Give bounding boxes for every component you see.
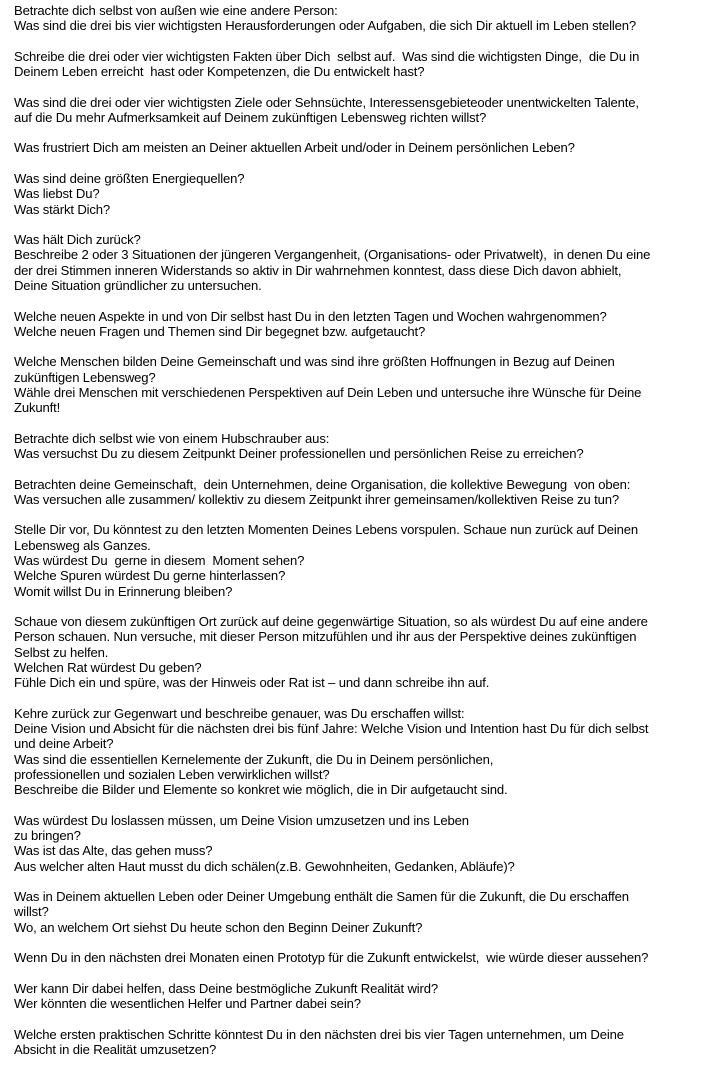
text-line: Absicht in die Realität umzusetzen? xyxy=(14,1041,217,1057)
text-line: Person schauen. Nun versuche, mit dieser Person mitzufühlen und ihr aus der Perspektive deines zukünftigen xyxy=(14,629,637,645)
text-line: Womit willst Du in Erinnerung bleiben? xyxy=(14,583,233,599)
question-paragraph xyxy=(14,309,704,340)
text-line: zukünftigen Lebensweg? xyxy=(14,369,156,385)
text-line: Was in Deinem aktuellen Leben oder Deiner Umgebung enthält die Samen für die Zukunft, die Du erschaffen xyxy=(14,889,629,905)
text-line: Schreibe die drei oder vier wichtigsten Fakten über Dich selbst auf. Was sind die wichtigsten Dinge, die Du in xyxy=(14,48,640,64)
question-paragraph xyxy=(14,813,704,874)
text-line: Zukunft! xyxy=(14,400,61,416)
text-line: Was liebst Du? xyxy=(14,186,100,202)
text-line: Kehre zurück zur Gegenwart und beschreibe genauer, was Du erschaffen willst: xyxy=(14,705,465,721)
question-paragraph xyxy=(14,981,704,1012)
text-line: Beschreibe die Bilder und Elemente so konkret wie möglich, die in Dir aufgetaucht sind. xyxy=(14,782,508,798)
text-line: Was sind die drei bis vier wichtigsten Herausforderungen oder Aufgaben, die sich Dir aktuell im Leben stellen? xyxy=(14,18,637,34)
text-line: Deinem Leben erreicht hast oder Kompetenzen, die Du entwickelt hast? xyxy=(14,64,425,80)
question-paragraph xyxy=(14,95,704,126)
text-line: Betrachte dich selbst von außen wie eine andere Person: xyxy=(14,3,338,18)
question-paragraph xyxy=(14,171,704,217)
text-line: Schaue von diesem zukünftigen Ort zurück auf deine gegenwärtige Situation, so als würdest Du auf eine andere xyxy=(14,614,648,630)
question-paragraph xyxy=(14,232,704,293)
text-line: Was hält Dich zurück? xyxy=(14,232,141,248)
text-line: Deine Situation gründlicher zu untersuchen. xyxy=(14,277,262,293)
text-line: Fühle Dich ein und spüre, was der Hinweis oder Rat ist – und dann schreibe ihn auf. xyxy=(14,675,490,691)
text-line: Was würdest Du loslassen müssen, um Deine Vision umzusetzen und ins Leben xyxy=(14,812,469,828)
text-line: Welche neuen Fragen und Themen sind Dir begegnet bzw. aufgetaucht? xyxy=(14,323,426,339)
text-line: Beschreibe 2 oder 3 Situationen der jüngeren Vergangenheit, (Organisations- oder Privatwelt), in denen Du eine xyxy=(14,247,651,263)
question-paragraph xyxy=(14,3,704,34)
question-paragraph xyxy=(14,522,704,598)
text-line: Was sind die drei oder vier wichtigsten Ziele oder Sehnsüchte, Interessensgebieteoder unentwickelten Talente, xyxy=(14,94,639,110)
text-line: Lebensweg als Ganzes. xyxy=(14,537,151,553)
document-body xyxy=(14,3,704,1072)
text-line: Was versuchen alle zusammen/ kollektiv zu diesem Zeitpunkt ihrer gemeinsamen/kollektiven Reise zu tun? xyxy=(14,491,619,507)
question-paragraph xyxy=(14,614,704,690)
question-paragraph xyxy=(14,140,704,155)
text-line: Welche Menschen bilden Deine Gemeinschaft und was sind ihre größten Hoffnungen in Bezug auf Deinen xyxy=(14,354,615,370)
text-line: Selbst zu helfen. xyxy=(14,644,109,660)
text-line: Was würdest Du gerne in diesem Moment sehen? xyxy=(14,552,305,568)
text-line: Stelle Dir vor, Du könntest zu den letzten Momenten Deines Lebens vorspulen. Schaue nun zurück auf Deinen xyxy=(14,522,639,538)
text-line: Wähle drei Menschen mit verschiedenen Perspektiven auf Dein Leben und untersuche ihre Wünsche für Deine xyxy=(14,384,642,400)
question-paragraph xyxy=(14,1027,704,1058)
text-line: Was ist das Alte, das gehen muss? xyxy=(14,843,213,859)
text-line: Wenn Du in den nächsten drei Monaten einen Prototyp für die Zukunft entwickelst, wie würde dieser aussehen? xyxy=(14,950,649,966)
question-paragraph xyxy=(14,431,704,462)
text-line: Betrachte dich selbst wie von einem Hubschrauber aus: xyxy=(14,430,330,446)
text-line: Was frustriert Dich am meisten an Deiner aktuellen Arbeit und/oder in Deinem persönlichen Leben? xyxy=(14,140,575,156)
text-line: Wer könnten die wesentlichen Helfer und Partner dabei sein? xyxy=(14,996,361,1012)
question-paragraph xyxy=(14,354,704,415)
question-paragraph xyxy=(14,950,704,965)
text-line: Wo, an welchem Ort siehst Du heute schon den Beginn Deiner Zukunft? xyxy=(14,919,423,935)
text-line: Welche Spuren würdest Du gerne hinterlassen? xyxy=(14,568,286,584)
text-line: Welchen Rat würdest Du geben? xyxy=(14,659,202,675)
question-paragraph xyxy=(14,889,704,935)
text-line: Was stärkt Dich? xyxy=(14,201,111,217)
question-paragraph xyxy=(14,49,704,80)
text-line: Was sind die essentiellen Kernelemente der Zukunft, die Du in Deinem persönlichen, xyxy=(14,751,494,767)
text-line: und deine Arbeit? xyxy=(14,736,114,752)
text-line: Welche neuen Aspekte in und von Dir selbst hast Du in den letzten Tagen und Wochen wahrgenommen? xyxy=(14,308,607,324)
question-paragraph xyxy=(14,706,704,798)
question-paragraph xyxy=(14,477,704,508)
text-line: auf die Du mehr Aufmerksamkeit auf Deinem zukünftigen Lebensweg richten willst? xyxy=(14,109,487,125)
text-line: der drei Stimmen inneren Widerstands so aktiv in Dir wahrnehmen konntest, dass diese Dich davon abhielt, xyxy=(14,262,622,278)
text-line: professionellen und sozialen Leben verwirklichen willst? xyxy=(14,766,330,782)
text-line: zu bringen? xyxy=(14,827,81,843)
text-line: Was versuchst Du zu diesem Zeitpunkt Deiner professionellen und persönlichen Reise zu erreichen? xyxy=(14,446,584,462)
text-line: Wer kann Dir dabei helfen, dass Deine bestmögliche Zukunft Realität wird? xyxy=(14,980,439,996)
text-line: Was sind deine größten Energiequellen? xyxy=(14,171,245,187)
text-line: willst? xyxy=(14,904,49,920)
text-line: Welche ersten praktischen Schritte könntest Du in den nächsten drei bis vier Tagen unternehmen, um Deine xyxy=(14,1026,624,1042)
text-line: Betrachten deine Gemeinschaft, dein Unternehmen, deine Organisation, die kollektive Bewegung von oben: xyxy=(14,476,631,492)
text-line: Deine Vision und Absicht für die nächsten drei bis fünf Jahre: Welche Vision und Intention hast Du für dich selbst xyxy=(14,721,649,737)
text-line: Aus welcher alten Haut musst du dich schälen(z.B. Gewohnheiten, Gedanken, Abläufe)? xyxy=(14,858,515,874)
